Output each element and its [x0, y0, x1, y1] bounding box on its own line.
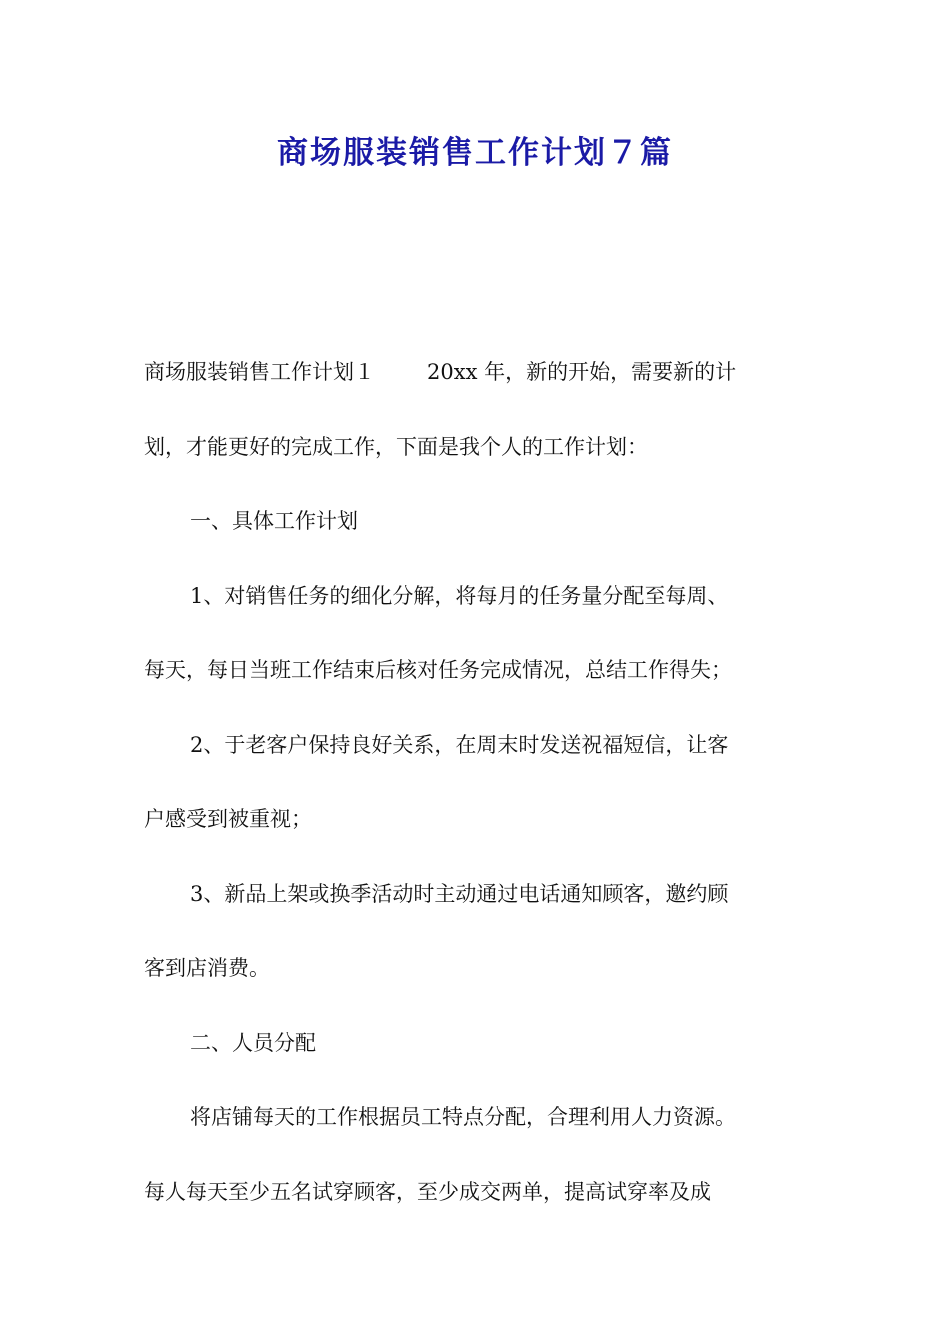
- paragraph-2-line-1: 将店铺每天的工作根据员工特点分配，合理利用人力资源。: [190, 1105, 736, 1129]
- document-body: [144, 335, 814, 1229]
- section-heading-staffing: 二、人员分配: [190, 1030, 316, 1055]
- item-2-line-1: 2、于老客户保持良好关系，在周末时发送祝福短信，让客: [190, 732, 729, 757]
- item-1-line-1: 1、对销售任务的细化分解，将每月的任务量分配至每周、: [190, 583, 729, 608]
- intro-text: 20xx 年，新的开始，需要新的计: [427, 360, 737, 384]
- intro-heading: 商场服装销售工作计划１: [144, 360, 375, 384]
- intro-line-2: 划，才能更好的完成工作，下面是我个人的工作计划：: [144, 434, 648, 459]
- item-3-line-2: 客到店消费。: [144, 956, 270, 980]
- paragraph-2-line-2: 每人每天至少五名试穿顾客，至少成交两单，提高试穿率及成: [144, 1179, 711, 1204]
- item-1-line-2: 每天，每日当班工作结束后核对任务完成情况，总结工作得失；: [144, 658, 732, 682]
- item-2-line-2: 户感受到被重视；: [144, 807, 312, 831]
- item-3-line-1: 3、新品上架或换季活动时主动通过电话通知顾客，邀约顾: [190, 881, 729, 906]
- intro-line-1: [144, 335, 814, 410]
- section-heading-specific-plan: 一、具体工作计划: [190, 509, 358, 533]
- document-title: 商场服装销售工作计划７篇: [277, 135, 673, 171]
